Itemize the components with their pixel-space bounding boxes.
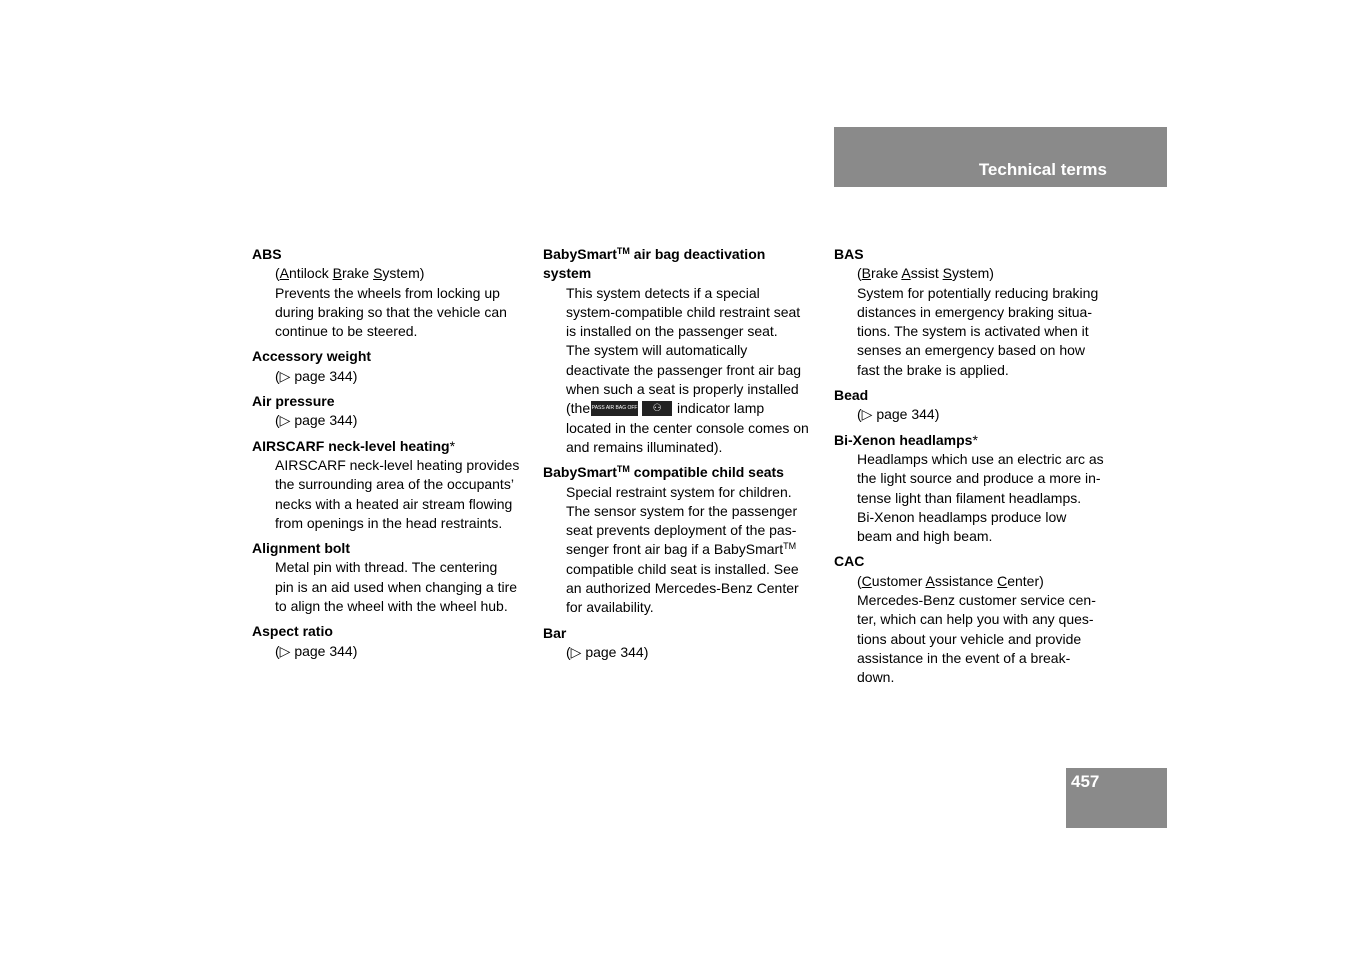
term-expansion: (Antilock Brake System) bbox=[275, 265, 425, 282]
definition-line: The sensor system for the passenger bbox=[566, 502, 798, 519]
definition-line: to align the wheel with the wheel hub. bbox=[275, 598, 508, 615]
entry-accessory-weight bbox=[252, 347, 532, 386]
definition-line: an authorized Mercedes-Benz Center bbox=[566, 580, 799, 597]
entry-bi-xenon bbox=[834, 431, 1114, 547]
definition-line: Special restraint system for children. bbox=[566, 483, 792, 500]
entry-alignment-bolt bbox=[252, 539, 532, 616]
term-heading: Bi-Xenon headlamps* bbox=[834, 431, 978, 448]
definition-line: system-compatible child restraint seat bbox=[566, 303, 801, 320]
entry-bead bbox=[834, 386, 1114, 425]
definition-line: Metal pin with thread. The centering bbox=[275, 559, 498, 576]
entry-airscarf bbox=[252, 437, 532, 533]
definition-line: from openings in the head restraints. bbox=[275, 514, 503, 531]
entry-bas bbox=[834, 245, 1114, 380]
page-reference-link[interactable]: (▷ page 344) bbox=[275, 412, 358, 429]
definition-line: for availability. bbox=[566, 599, 654, 616]
definition-line: the light source and produce a more in- bbox=[857, 470, 1101, 487]
definition-line: continue to be steered. bbox=[275, 323, 418, 340]
definition-line: System for potentially reducing braking bbox=[857, 284, 1099, 301]
term-heading: BAS bbox=[834, 246, 864, 262]
definition-line: senses an emergency based on how bbox=[857, 342, 1086, 359]
page-reference-link[interactable]: (▷ page 344) bbox=[566, 643, 649, 660]
page-reference-link[interactable]: (▷ page 344) bbox=[857, 406, 940, 423]
page-reference-link[interactable]: (▷ page 344) bbox=[275, 367, 358, 384]
definition-line: beam and high beam. bbox=[857, 528, 993, 545]
entry-bar bbox=[543, 624, 819, 663]
definition-line: tions. The system is activated when it bbox=[857, 323, 1089, 340]
entry-abs bbox=[252, 245, 532, 341]
term-heading: Accessory weight bbox=[252, 348, 372, 365]
definition-line: This system detects if a special bbox=[566, 284, 760, 301]
entry-babysmart-deactivation bbox=[543, 245, 819, 457]
definition-line: AIRSCARF neck-level heating provides bbox=[275, 456, 520, 473]
term-heading: Aspect ratio bbox=[252, 623, 333, 640]
term-heading: Air pressure bbox=[252, 393, 335, 410]
definition-line: tense light than filament headlamps. bbox=[857, 489, 1082, 506]
definition-line: necks with a heated air stream flowing bbox=[275, 495, 513, 512]
definition-line: when such a seat is properly installed bbox=[566, 381, 799, 398]
definition-line: Prevents the wheels from locking up bbox=[275, 284, 500, 301]
term-heading: ABS bbox=[252, 246, 282, 262]
term-heading: Bead bbox=[834, 387, 869, 404]
definition-line: tions about your vehicle and provide bbox=[857, 630, 1082, 647]
term-heading: BabySmart™ compatible child seats bbox=[543, 464, 784, 481]
glossary-column-2 bbox=[543, 245, 819, 668]
glossary-column-3 bbox=[834, 245, 1114, 694]
pass-air-bag-off-lamp-icon: PASS AIR BAG OFF bbox=[591, 401, 638, 416]
term-expansion: (Brake Assist System) bbox=[857, 265, 994, 282]
definition-line: Bi-Xenon headlamps produce low bbox=[857, 508, 1067, 525]
entry-cac bbox=[834, 552, 1114, 687]
definition-line: down. bbox=[857, 669, 895, 686]
section-title: Technical terms bbox=[978, 160, 1107, 179]
definition-line: senger front air bag if a BabySmart™ bbox=[566, 541, 797, 558]
definition-line: fast the brake is applied. bbox=[857, 361, 1009, 378]
term-heading: CAC bbox=[834, 553, 865, 570]
definition-line: the surrounding area of the occupants’ bbox=[275, 476, 514, 493]
definition-line: Mercedes-Benz customer service cen- bbox=[857, 592, 1096, 609]
definition-line: is installed on the passenger seat. bbox=[566, 323, 778, 340]
child-seat-lamp-icon: ⚇ bbox=[642, 401, 672, 416]
entry-babysmart-seats bbox=[543, 463, 819, 617]
entry-aspect-ratio bbox=[252, 622, 532, 661]
term-heading: Alignment bolt bbox=[252, 540, 350, 557]
definition-line: ter, which can help you with any ques- bbox=[857, 611, 1094, 628]
term-heading: BabySmart™ air bag deactivation bbox=[543, 246, 766, 262]
definition-line: assistance in the event of a break- bbox=[857, 649, 1071, 666]
definition-line: pin is an aid used when changing a tire bbox=[275, 578, 518, 595]
glossary-column-1 bbox=[252, 245, 532, 667]
entry-air-pressure bbox=[252, 392, 532, 431]
definition-line: compatible child seat is installed. See bbox=[566, 560, 799, 577]
definition-line: located in the center console comes on bbox=[566, 419, 809, 436]
term-heading-cont: system bbox=[543, 265, 592, 282]
term-heading: Bar bbox=[543, 624, 567, 641]
page-number: 457 bbox=[1071, 772, 1100, 791]
term-expansion: (Customer Assistance Center) bbox=[857, 572, 1044, 589]
definition-line: seat prevents deployment of the pas- bbox=[566, 522, 797, 539]
term-heading: AIRSCARF neck-level heating* bbox=[252, 437, 456, 454]
definition-line: Headlamps which use an electric arc as bbox=[857, 450, 1104, 467]
page-number-box bbox=[1066, 768, 1167, 828]
definition-line: distances in emergency braking situa- bbox=[857, 303, 1093, 320]
definition-line: The system will automatically bbox=[566, 342, 748, 359]
page-reference-link[interactable]: (▷ page 344) bbox=[275, 642, 358, 659]
definition-line: during braking so that the vehicle can bbox=[275, 303, 507, 320]
definition-line: deactivate the passenger front air bag bbox=[566, 361, 802, 378]
definition-line: (the PASS AIR BAG OFF ⚇ indicator lamp bbox=[566, 400, 765, 417]
definition-line: and remains illuminated). bbox=[566, 438, 723, 455]
section-header-bar bbox=[834, 127, 1167, 187]
